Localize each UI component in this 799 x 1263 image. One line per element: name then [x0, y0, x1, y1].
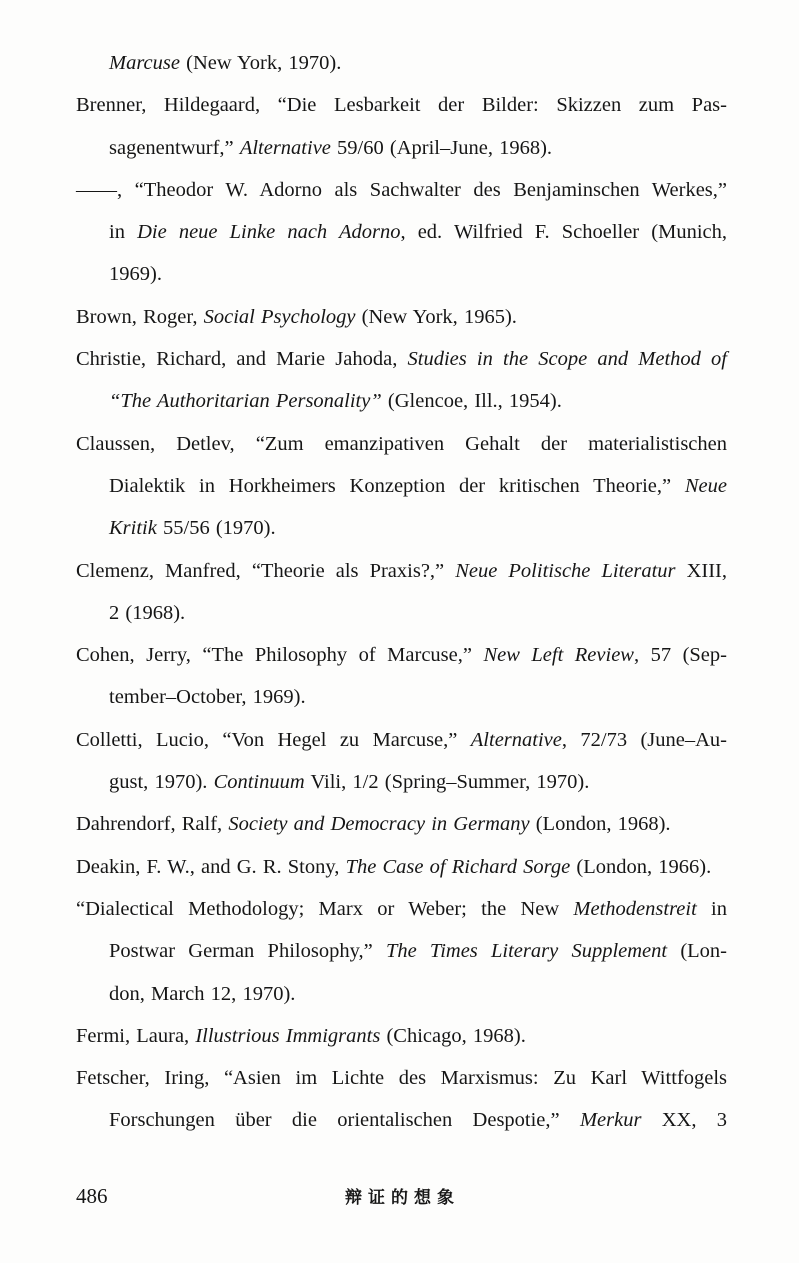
bib-text: Dialektik in Horkheimers Konzeption der kritischen Theorie,” [109, 474, 685, 497]
bib-line [76, 973, 727, 1015]
bib-text: (Chicago, 1968). [380, 1024, 526, 1047]
bib-text: Deakin, F. W., and G. R. Stony, [76, 855, 346, 878]
bib-text: , ed. Wilfried F. Schoeller (Munich, [400, 221, 727, 244]
bib-text: in [696, 897, 727, 920]
bib-text-italic: “The Authoritarian Personality” [109, 390, 382, 413]
bib-entry [76, 296, 727, 338]
bib-text-italic: New Left Review [483, 644, 634, 667]
bib-entry [76, 888, 727, 1015]
bib-text: Vili, 1/2 (Spring–Summer, 1970). [304, 771, 590, 794]
bib-text: (Lon- [667, 940, 728, 963]
bib-entry [76, 423, 727, 550]
bib-text-italic: Continuum [213, 771, 305, 794]
bib-entry [76, 803, 727, 845]
bib-line [76, 465, 727, 507]
bib-text: Postwar German Philosophy,” [109, 940, 386, 963]
bib-line [76, 423, 727, 465]
bib-text-italic: The Case of Richard Sorge [345, 855, 571, 878]
bib-line [76, 1099, 727, 1141]
bib-text: Fetscher, Iring, “Asien im Lichte des Marxismus: Zu Karl Wittfogels [76, 1067, 727, 1090]
bib-line [76, 296, 727, 338]
bib-text: Claussen, Detlev, “Zum emanzipativen Gehalt der materialistischen [76, 432, 727, 455]
bib-entry [76, 84, 727, 169]
bib-line [76, 803, 727, 845]
bib-entry [76, 634, 727, 719]
bib-text: Dahrendorf, Ralf, [76, 813, 229, 836]
bib-line [76, 719, 727, 761]
bib-entry [76, 846, 727, 888]
bib-text-italic: Neue [684, 474, 727, 497]
bib-text: Forschungen über die orientalischen Despotie,” [109, 1109, 580, 1132]
bib-text-italic: Marcuse [109, 52, 180, 74]
bib-text: , 72/73 (June–Au- [561, 728, 728, 751]
bib-text: Fermi, Laura, [76, 1024, 196, 1047]
bib-text: , 57 (Sep- [633, 644, 727, 667]
bib-line [76, 1015, 727, 1057]
bib-entry [76, 719, 727, 804]
bib-text-italic: Alternative [239, 136, 331, 159]
bib-text: gust, 1970). [109, 771, 214, 794]
bib-line [76, 253, 727, 295]
bib-line [76, 888, 727, 930]
bib-text: 55/56 (1970). [156, 517, 276, 540]
bib-entry [76, 550, 727, 635]
bib-line [76, 380, 727, 422]
bib-line [76, 84, 727, 126]
running-title: 辩证的想象 [345, 1188, 460, 1207]
bib-line [76, 930, 727, 972]
bib-line [76, 846, 727, 888]
bib-entry [76, 1057, 727, 1142]
page-number: 486 [76, 1184, 108, 1208]
bib-line [76, 592, 727, 634]
bib-text: Christie, Richard, and Marie Jahoda, [76, 348, 408, 371]
bib-text: (Glencoe, Ill., 1954). [381, 390, 562, 413]
bib-text-italic: Neue Politische Literatur [455, 559, 676, 582]
bib-text: XIII, [675, 559, 727, 582]
bib-entry [76, 338, 727, 423]
bib-entry [76, 1015, 727, 1057]
bib-text: ——, “Theodor W. Adorno als Sachwalter des Benjaminschen Werkes,” [76, 178, 727, 201]
bib-text-italic: Kritik [109, 517, 157, 540]
bib-text-italic: The Times Literary Supplement [385, 940, 668, 963]
bib-text: 59/60 (April–June, 1968). [330, 136, 553, 159]
bib-text-italic: Methodenstreit [573, 897, 697, 920]
bib-line [76, 42, 727, 84]
bib-line [76, 127, 727, 169]
bib-text-italic: Social Psychology [203, 305, 356, 328]
bib-text: in [109, 221, 138, 244]
bib-text: sagenentwurf,” [109, 136, 240, 159]
bib-text: (London, 1968). [529, 813, 671, 836]
bib-line [76, 338, 727, 380]
bib-text: 1969). [109, 263, 162, 286]
bib-line [76, 634, 727, 676]
bib-text: (London, 1966). [570, 855, 712, 878]
bib-line [76, 211, 727, 253]
bib-text: tember–October, 1969). [109, 686, 306, 709]
bib-line [76, 676, 727, 718]
bib-text: Cohen, Jerry, “The Philosophy of Marcuse,” [76, 644, 484, 667]
bib-text-italic: Merkur [579, 1109, 642, 1132]
bib-entry [76, 169, 727, 296]
bib-text-italic: Society and Democracy in Germany [228, 813, 530, 836]
bib-text-italic: Illustrious Immigrants [195, 1024, 381, 1047]
bib-entry [76, 42, 727, 84]
bib-line [76, 761, 727, 803]
bib-text: XX, 3 [641, 1109, 727, 1132]
bib-text-italic: Alternative [470, 728, 562, 751]
bib-text: (New York, 1970). [179, 52, 342, 74]
bib-text: (New York, 1965). [355, 305, 517, 328]
bib-text: Brown, Roger, [76, 305, 204, 328]
bib-line [76, 169, 727, 211]
bib-text: 2 (1968). [109, 601, 186, 624]
bib-text: Brenner, Hildegaard, “Die Lesbarkeit der Bilder: Skizzen zum Pas- [76, 94, 727, 117]
bib-line [76, 507, 727, 549]
bib-text: Colletti, Lucio, “Von Hegel zu Marcuse,” [76, 728, 471, 751]
bib-line [76, 550, 727, 592]
bibliography [76, 42, 727, 1142]
bib-text-italic: Die neue Linke nach Adorno [137, 221, 401, 244]
bib-text: “Dialectical Methodology; Marx or Weber; the New [76, 897, 574, 920]
bib-text: Clemenz, Manfred, “Theorie als Praxis?,” [76, 559, 456, 582]
bib-text: don, March 12, 1970). [109, 982, 296, 1005]
bib-line [76, 1057, 727, 1099]
bib-text-italic: Studies in the Scope and Method of [407, 348, 728, 371]
